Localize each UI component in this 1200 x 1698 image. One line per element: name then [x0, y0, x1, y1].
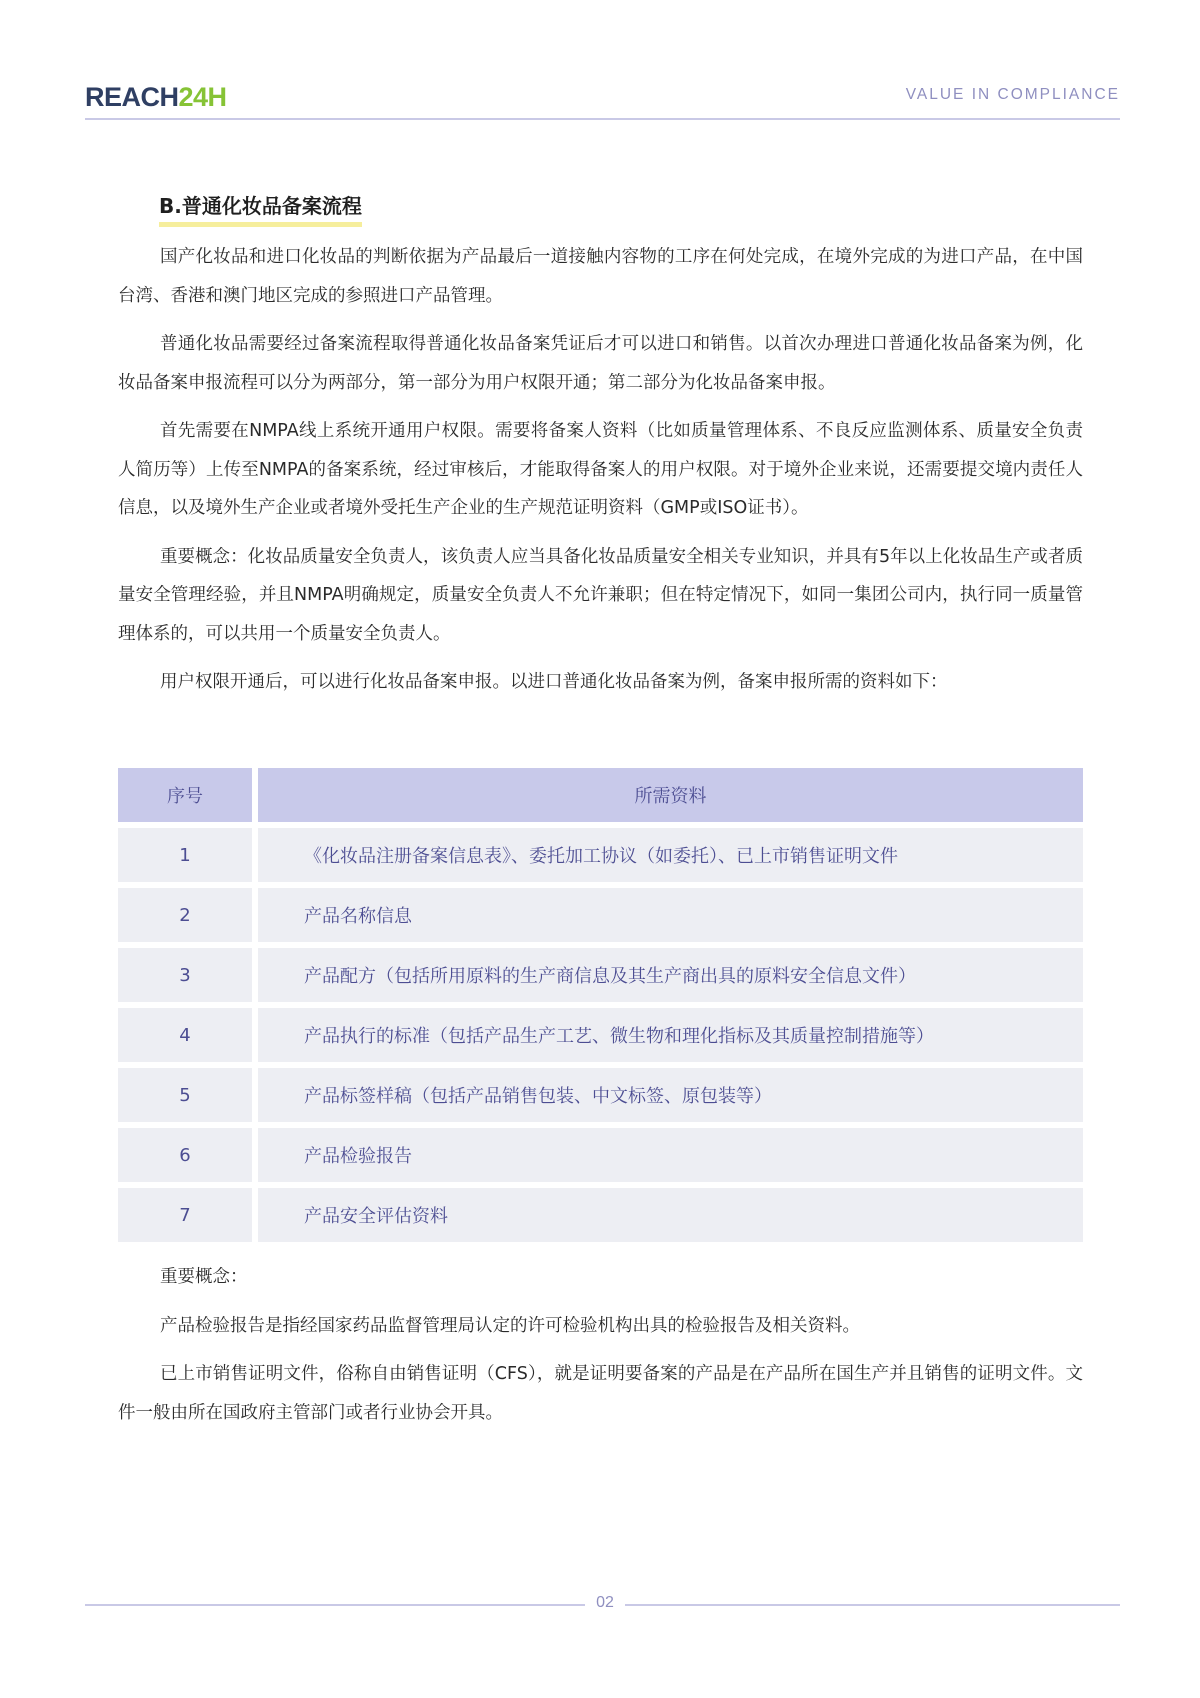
section-title: B.普通化妆品备案流程 [159, 193, 362, 227]
row-document: 产品安全评估资料 [258, 1188, 1083, 1242]
logo-reach: REACH [85, 82, 179, 112]
table-header-row [118, 768, 1083, 822]
paragraph: 国产化妆品和进口化妆品的判断依据为产品最后一道接触内容物的工序在何处完成，在境外完成的为进口产品，在中国台湾、香港和澳门地区完成的参照进口产品管理。 [118, 247, 1083, 306]
header-tagline: VALUE IN COMPLIANCE [905, 86, 1120, 103]
table-row [118, 1188, 1083, 1242]
row-number: 6 [118, 1128, 258, 1182]
paragraph: 首先需要在NMPA线上系统开通用户权限。需要将备案人资料（比如质量管理体系、不良反应监测体系、质量安全负责人简历等）上传至NMPA的备案系统，经过审核后，才能取得备案人的用户权限。对于境外企业来说，还需要提交境内责任人信息，以及境外生产企业或者境外受托生产企业的生产规范证明资料（GMP或ISO证书）。 [118, 421, 1083, 518]
reach24h-logo [85, 80, 227, 114]
footer-divider-left [85, 1604, 585, 1606]
table-row [118, 948, 1083, 1002]
notes-section [118, 1258, 1083, 1442]
row-number: 4 [118, 1008, 258, 1062]
table-row [118, 888, 1083, 942]
row-document: 产品标签样稿（包括产品销售包装、中文标签、原包装等） [258, 1068, 1083, 1122]
note-paragraph: 产品检验报告是指经国家药品监督管理局认定的许可检验机构出具的检验报告及相关资料。 [160, 1315, 860, 1336]
paragraph: 重要概念：化妆品质量安全负责人，该负责人应当具备化妆品质量安全相关专业知识，并具有5年以上化妆品生产或者质量安全管理经验，并且NMPA明确规定，质量安全负责人不允许兼职；但在特定情况下，如同一集团公司内，执行同一质量管理体系的，可以共用一个质量安全负责人。 [118, 546, 1083, 644]
row-document: 产品配方（包括所用原料的生产商信息及其生产商出具的原料安全信息文件） [258, 948, 1083, 1002]
paragraph: 普通化妆品需要经过备案流程取得普通化妆品备案凭证后才可以进口和销售。以首次办理进口普通化妆品备案为例，化妆品备案申报流程可以分为两部分，第一部分为用户权限开通；第二部分为化妆品备案申报。 [118, 334, 1083, 393]
note-paragraph: 已上市销售证明文件，俗称自由销售证明（CFS），就是证明要备案的产品是在产品所在国生产并且销售的证明文件。文件一般由所在国政府主管部门或者行业协会开具。 [118, 1364, 1083, 1423]
row-document: 《化妆品注册备案信息表》、委托加工协议（如委托）、已上市销售证明文件 [258, 828, 1083, 882]
notes-heading: 重要概念： [160, 1267, 248, 1287]
logo-24h: 24H [178, 82, 227, 112]
row-document: 产品名称信息 [258, 888, 1083, 942]
footer-divider-right [625, 1604, 1120, 1606]
table-row [118, 1008, 1083, 1062]
header-serial-number: 序号 [118, 768, 258, 822]
row-number: 1 [118, 828, 258, 882]
required-documents-table [118, 762, 1083, 1248]
row-number: 3 [118, 948, 258, 1002]
table-row [118, 1068, 1083, 1122]
header-required-documents: 所需资料 [258, 768, 1083, 822]
body-text [118, 238, 1083, 712]
row-document: 产品检验报告 [258, 1128, 1083, 1182]
page-number: 02 [596, 1594, 614, 1611]
row-number: 5 [118, 1068, 258, 1122]
table-row [118, 1128, 1083, 1182]
row-document: 产品执行的标准（包括产品生产工艺、微生物和理化指标及其质量控制措施等） [258, 1008, 1083, 1062]
paragraph: 用户权限开通后，可以进行化妆品备案申报。以进口普通化妆品备案为例，备案申报所需的资料如下： [160, 672, 948, 692]
row-number: 7 [118, 1188, 258, 1242]
row-number: 2 [118, 888, 258, 942]
header-divider [85, 118, 1120, 120]
table-row [118, 828, 1083, 882]
